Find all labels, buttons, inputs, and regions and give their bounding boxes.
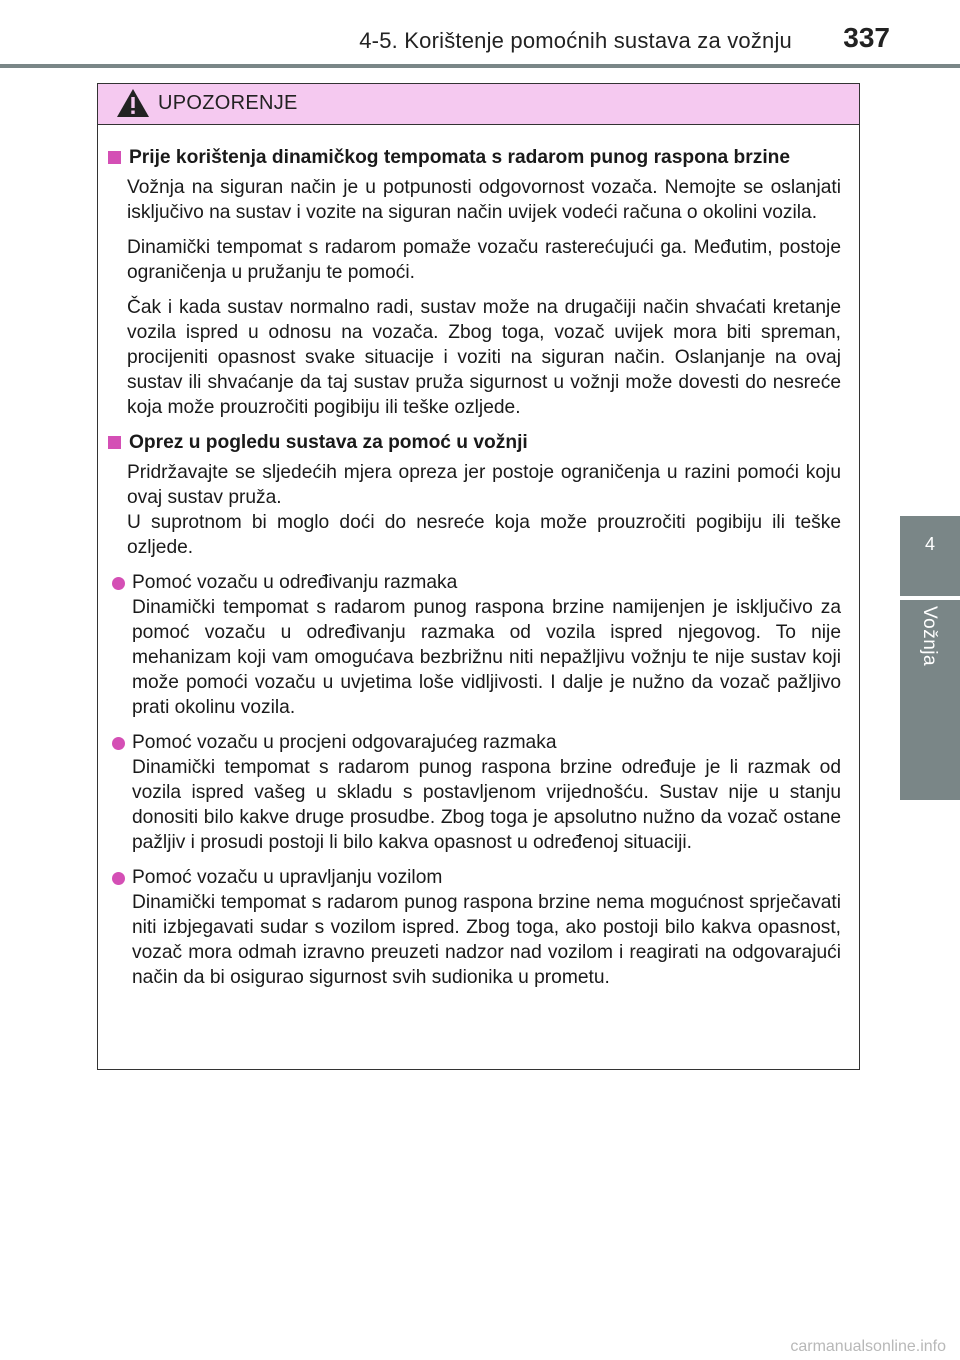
warning-section xyxy=(104,145,851,420)
list-item xyxy=(108,730,841,855)
warning-body xyxy=(98,125,859,990)
warning-title: UPOZORENJE xyxy=(158,92,298,114)
chapter-number: 4 xyxy=(924,534,935,554)
list-item-title: Pomoć vozaču u procjeni odgovarajućeg razmaka xyxy=(132,732,557,753)
circle-bullet-icon xyxy=(112,872,125,885)
warning-triangle-icon xyxy=(116,88,150,123)
paragraph: Dinamički tempomat s radarom pomaže vozaču rasterećujući ga. Međutim, postoje ograničenja u pružanju te pomoći. xyxy=(127,237,841,283)
paragraph: Čak i kada sustav normalno radi, sustav može na drugačiji način shvaćati kretanje vozila ispred u odnosu na vozača. Zbog toga, vozač uvijek mora biti spreman, procijeniti opasnost svake situacije i voziti na siguran način. Oslanjanje na ovaj sustav ili shvaćanje da taj sustav pruža sigurnost u vožnji može dovesti do nesreće koja može prouzročiti pogibiju ili teške ozljede. xyxy=(127,297,841,418)
paragraph: Vožnja na siguran način je u potpunosti odgovornost vozača. Nemojte se oslanjati isključivo na sustav i vozite na siguran način uvijek vodeći računa o okolini vozila. xyxy=(127,177,841,223)
section-heading xyxy=(104,430,851,455)
section-heading-text: Oprez u pogledu sustava za pomoć u vožnji xyxy=(129,432,528,453)
square-bullet-icon xyxy=(108,151,121,164)
page-number: 337 xyxy=(843,22,890,53)
section-heading-text: Prije korištenja dinamičkog tempomata s radarom punog raspona brzine xyxy=(129,147,791,168)
page-header-title: 4-5. Korištenje pomoćnih sustava za vožnju xyxy=(359,28,792,53)
list-item-text: Dinamički tempomat s radarom punog raspona brzine nema mogućnost sprječavati niti izbjegavati sudar s vozilom ispred. Zbog toga, ako postoji bilo kakva opasnost, vozač mora odmah izravno preuzeti nadzor nad vozilom i reagirati na odgovarajući način da bi osigurao sigurnost svih sudionika u prometu. xyxy=(132,892,841,988)
chapter-name: Vožnja xyxy=(919,606,940,667)
intro-line: U suprotnom bi moglo doći do nesreće koja može prouzročiti pogibiju ili teške ozljede. xyxy=(127,512,841,558)
warning-section xyxy=(104,430,851,990)
paragraph xyxy=(127,460,841,560)
warning-box xyxy=(97,83,860,1070)
list-item-body xyxy=(132,730,841,855)
square-bullet-icon xyxy=(108,436,121,449)
list-item xyxy=(108,865,841,990)
header-rule xyxy=(0,64,960,68)
watermark: carmanualsonline.info xyxy=(790,1338,946,1355)
list-item-body xyxy=(132,570,841,720)
list-item-title: Pomoć vozaču u upravljanju vozilom xyxy=(132,867,443,888)
list-item xyxy=(108,570,841,720)
list-item-body xyxy=(132,865,841,990)
circle-bullet-icon xyxy=(112,577,125,590)
list-item-text: Dinamički tempomat s radarom punog raspona brzine namijenjen je isključivo za pomoć vozaču u određivanju razmaka od vozila ispred njegovog. To nije mehanizam koji vam omogućava bezbrižnu niti nepažljivu vožnju te nije sustav koji može pomoći vozaču u uvjetima loše vidljivosti. I dalje je nužno da vozač pažljivo prati okolinu vozila. xyxy=(132,597,841,718)
list-item-title: Pomoć vozaču u određivanju razmaka xyxy=(132,572,458,593)
chapter-tab-number xyxy=(900,516,960,596)
circle-bullet-icon xyxy=(112,737,125,750)
intro-line: Pridržavajte se sljedećih mjera opreza jer postoje ograničenja u razini pomoći koju ovaj sustav pruža. xyxy=(127,462,841,508)
warning-header xyxy=(98,84,859,125)
list-item-text: Dinamički tempomat s radarom punog raspona brzine određuje je li razmak od vozila ispred vašeg u skladu s postavljenom vrijednošću. Sustav nije u stanju donositi bilo kakve druge prosudbe. Zbog toga je apsolutno nužno da vozač ostane pažljiv i prosudi postoji li bilo kakva opasnost u određenoj situaciji. xyxy=(132,757,841,853)
chapter-tab-name xyxy=(900,600,960,800)
section-heading xyxy=(104,145,851,170)
